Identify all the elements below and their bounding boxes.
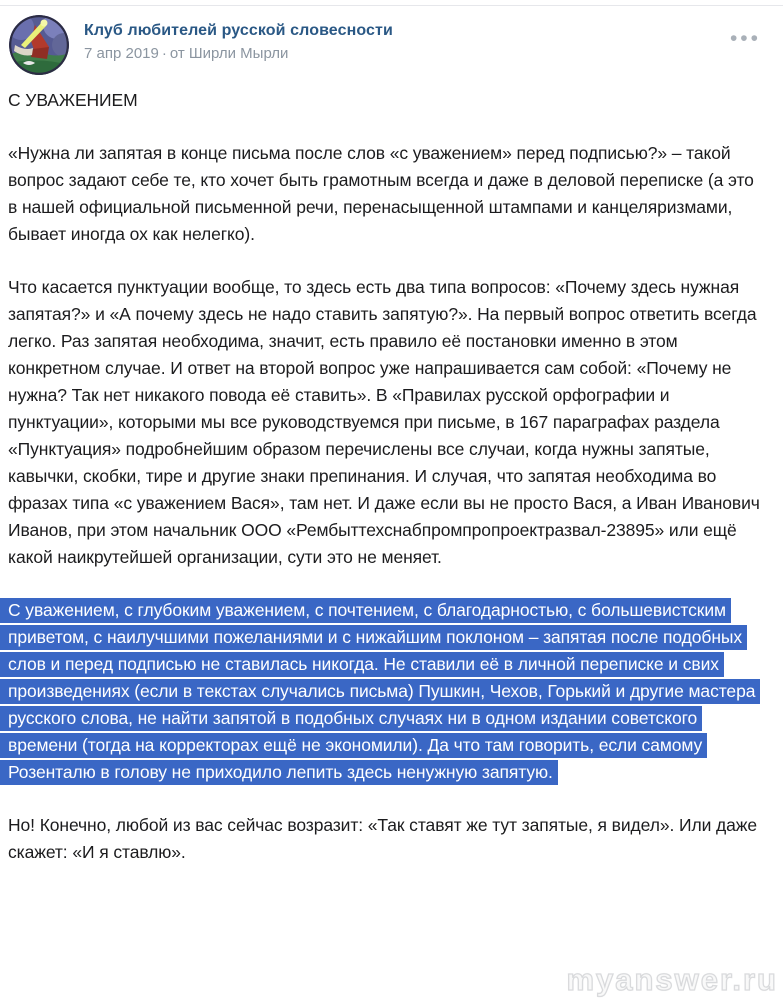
- post-actions-ellipsis-icon[interactable]: •••: [729, 27, 761, 50]
- meta-separator: ·: [161, 45, 167, 62]
- post-paragraph: [8, 274, 763, 571]
- post-title: С УВАЖЕНИЕМ: [8, 90, 138, 110]
- post-body: [0, 75, 783, 866]
- post-paragraph-text: С уважением, с глубоким уважением, с почтением, с благодарностью, с большевистским приветом, с наилучшими пожеланиями и с нижайшим поклоном – запятая после подобных слов и перед подписью не ставилась никогда. Не ставили её в личной переписке и свих произведениях (если в текстах случались письма) Пушкин, Чехов, Горький и другие мастера русского слова, не найти запятой в подобных случаях ни в одном издании советского времени (тогда на корректорах ещё не экономили). Да что там говорить, если самому Розенталю в голову не приходило лепить здесь ненужную запятую.: [0, 598, 760, 785]
- post-paragraphs: [8, 140, 763, 866]
- group-avatar-art: [9, 15, 69, 75]
- group-name-link[interactable]: Клуб любителей русской словесности: [84, 22, 393, 39]
- post-header-texts: [84, 15, 393, 64]
- post-paragraph-text: Что касается пунктуации вообще, то здесь есть два типа вопросов: «Почему здесь нужная запятая?» и «А почему здесь не надо ставить запятую?». На первый вопрос ответить всегда легко. Раз запятая необходима, значит, есть правило её постановки именно в этом конкретном случае. И ответ на второй вопрос уже напрашивается сам собой: «Почему не нужна? Так нет никакого повода её ставить». В «Правилах русской орфографии и пунктуации», которыми мы все руководствуемся при письме, в 167 параграфах раздела «Пунктуация» подробнейшим образом перечислены все случаи, когда нужны запятые, кавычки, скобки, тире и другие знаки препинания. И случая, что запятая необходима во фразах типа «с уважением Вася», там нет. И даже если вы не просто Вася, а Иван Иванович Иванов, при этом начальник ООО «Рембыттехснабпромпропроектразвал-23895» или ещё какой наикрутейшей организации, сути это не меняет.: [8, 277, 760, 567]
- group-avatar[interactable]: [9, 15, 69, 75]
- post-paragraph: [8, 140, 763, 248]
- post-paragraph: [8, 812, 763, 866]
- post-date[interactable]: 7 апр 2019: [84, 45, 159, 62]
- post-header: [0, 6, 783, 75]
- post-meta: [84, 43, 393, 64]
- post-paragraph-text: Но! Конечно, любой из вас сейчас возразит: «Так ставят же тут запятые, я видел». Или даже скажет: «И я ставлю».: [8, 815, 757, 862]
- post-paragraph-text: «Нужна ли запятая в конце письма после слов «с уважением» перед подписью?» – такой вопрос задают себе те, кто хочет быть грамотным всегда и даже в деловой переписке (а это в нашей официальной письменной речи, перенасыщенной штампами и канцеляризмами, бывает иногда ох как нелегко).: [8, 143, 754, 244]
- post-paragraph-highlighted: [8, 597, 763, 786]
- post-author-link[interactable]: от Ширли Мырли: [169, 45, 289, 62]
- watermark: myanswer.ru: [566, 962, 778, 997]
